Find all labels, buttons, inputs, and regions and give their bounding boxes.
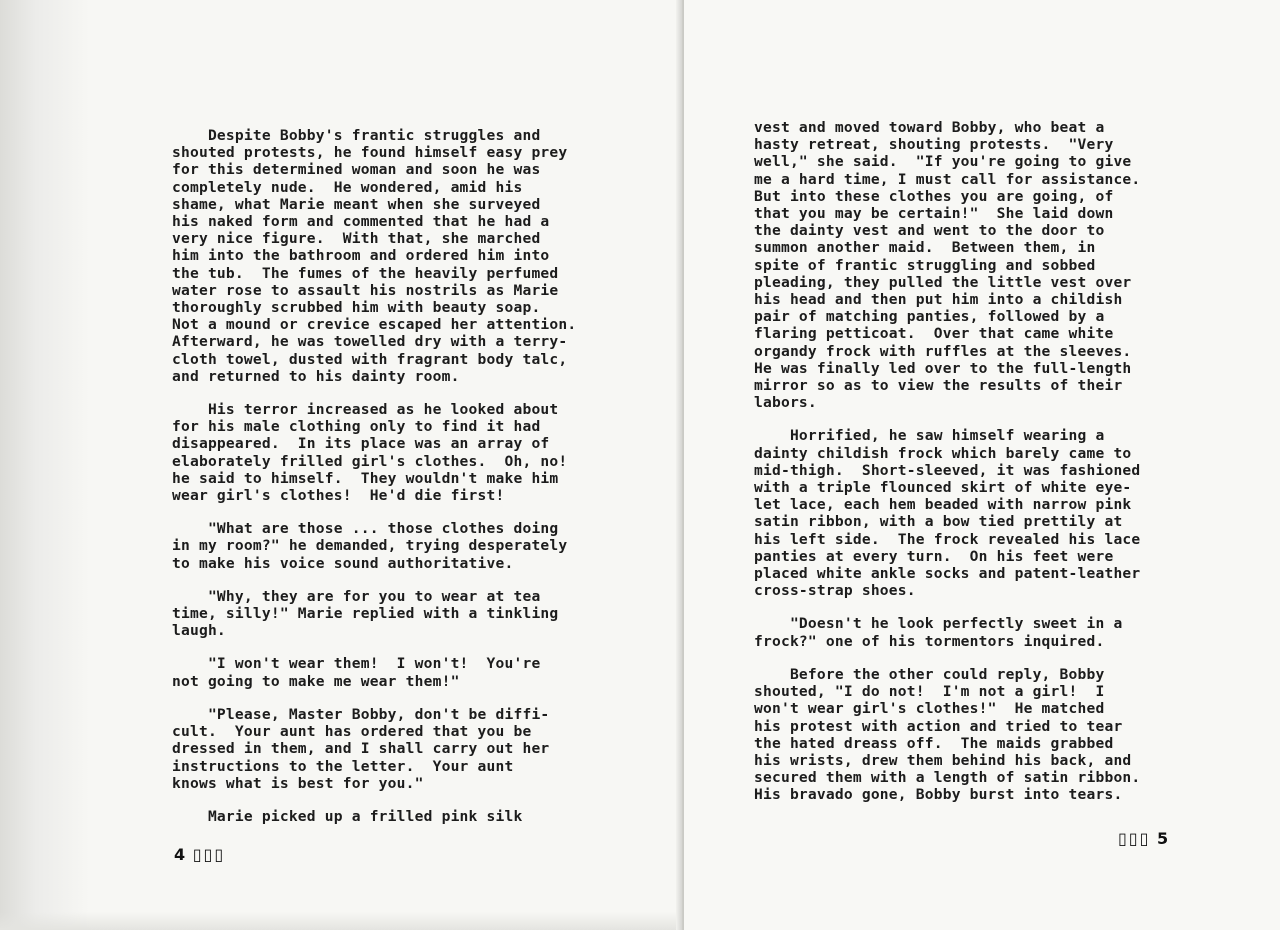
paragraph: "Why, they are for you to wear at tea time, silly!" Marie replied with a tinkling laugh. [172,587,559,640]
page-number: 5 [1157,829,1170,848]
folio-ornament: ▯▯▯ [192,845,226,864]
page-number: 4 [174,845,187,864]
paragraph: Marie picked up a frilled pink silk [172,807,523,825]
page-number-left [174,845,225,864]
paragraph: Horrified, he saw himself wearing a dainty childish frock which barely came to mid-thigh. Short-sleeved, it was fashioned with a triple flounced skirt of white eye- let lace, each hem beaded with narrow pink satin ribbon, with a bow tied prettily at his left side. The frock revealed his lace panties at every turn. On his feet were placed white ankle socks and patent-leather cross-strap shoes. [754,427,1141,600]
paragraph: "Doesn't he look perfectly sweet in a frock?" one of his tormentors inquired. [754,615,1123,650]
paragraph: "I won't wear them! I won't! You're not going to make me wear them!" [172,655,541,690]
paragraph: "What are those ... those clothes doing in my room?" he demanded, trying desperately to make his voice sound authoritative. [172,520,568,572]
paragraph: "Please, Master Bobby, don't be diffi- cult. Your aunt has ordered that you be dressed in them, and I shall carry out her instructions to the letter. Your aunt knows what is best for you." [172,705,550,792]
paragraph: His terror increased as he looked about for his male clothing only to find it had disappeared. In its place was an array of elaborately frilled girl's clothes. Oh, no! he said to himself. They wouldn't make him wear girl's clothes! He'd die first! [172,401,568,505]
page-number-right [1118,829,1169,848]
paragraph: Despite Bobby's frantic struggles and shouted protests, he found himself easy prey for this determined woman and soon he was completely nude. He wondered, amid his shame, what Marie meant when she surveyed his naked form and commented that he had a very nice figure. With that, she marched him into the bathroom and ordered him into the tub. The fumes of the heavily perfumed water rose to assault his nostrils as Marie thoroughly scrubbed him with beauty soap. Not a mound or crevice escaped her attention. Afterward, he was towelled dry with a terry- cloth towel, dusted with fragrant body talc, and returned to his dainty room. [172,127,577,385]
page-bottom-shadow [0,912,682,930]
page-edge-shadow [0,0,90,930]
right-page-text [754,119,1140,820]
left-page-text [172,127,576,841]
paragraph: vest and moved toward Bobby, who beat a hasty retreat, shouting protests. "Very well," she said. "If you're going to give me a hard time, I must call for assistance. But into these clothes you are going, of that you may be certain!" She laid down the dainty vest and went to the door to summon another maid. Between them, in spite of frantic struggling and sobbed pleading, they pulled the little vest over his head and then put him into a childish pair of matching panties, followed by a flaring petticoat. Over that came white organdy frock with ruffles at the sleeves. He was finally led over to the full-length mirror so as to view the results of their labors. [754,119,1141,412]
paragraph: Before the other could reply, Bobby shouted, "I do not! I'm not a girl! I won't wear girl's clothes!" He matched his protest with action and tried to tear the hated dreass off. The maids grabbed his wrists, drew them behind his back, and secured them with a length of satin ribbon. His bravado gone, Bobby burst into tears. [754,665,1141,804]
folio-ornament: ▯▯▯ [1118,829,1151,848]
